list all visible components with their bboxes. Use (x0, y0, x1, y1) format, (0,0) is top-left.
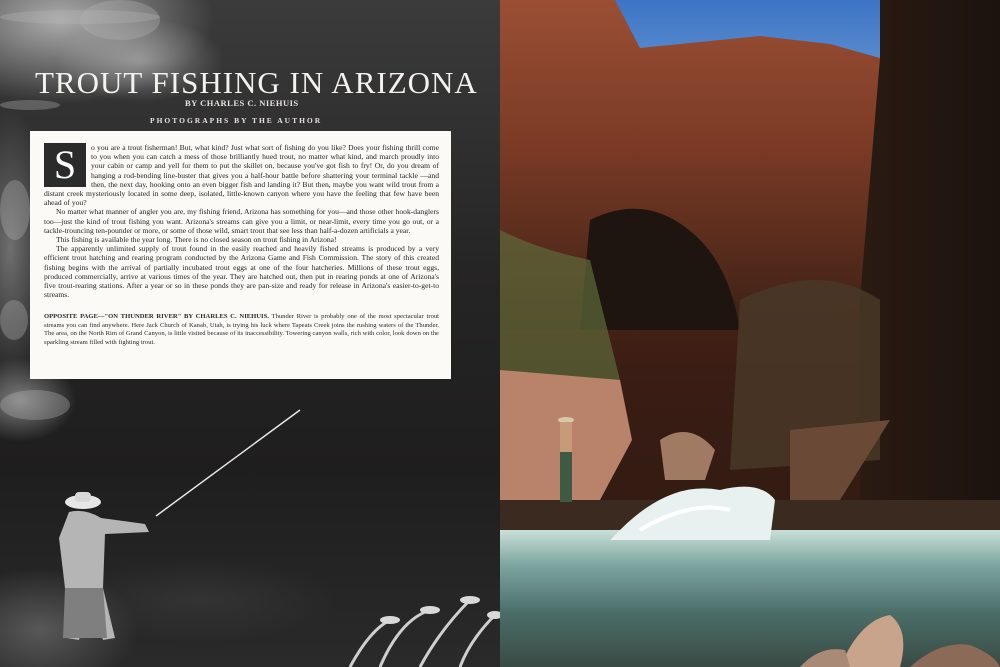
foreground-rocks (800, 600, 1000, 667)
article-paragraph: No matter what manner of angler you are, my fishing friend, Arizona has something for you—and those other hook-danglers too—just the kind of trout fishing you want. Arizona's streams can give you a limit, or near-limit, every time you go out, or a tackle-trouncing ten-pounder or more, or some of those wild, smart trout that see less than half-a-dozen artificials a year. (44, 207, 439, 235)
caption-heading: OPPOSITE PAGE—"ON THUNDER RIVER" BY CHARLES C. NIEHUIS. (44, 313, 269, 321)
angler-figure (552, 414, 582, 506)
article-byline: BY CHARLES C. NIEHUIS (185, 98, 299, 108)
rock-highlight (80, 0, 160, 40)
right-page-photo (500, 0, 1000, 667)
rock-highlight (0, 300, 28, 340)
photo-caption (44, 313, 439, 347)
article-paragraph: o you are a trout fisherman! But, what kind? Just what sort of fishing do you like? Does your fishing thrill come to you when you can catch a mess of those brilliantly hued trout, no matter what kind, and march proudly into your cabin or camp and yell for them to put the skillet on, because you've got fish to fry! Or, do you dream of hanging a rod-bending line-buster that gives you a half-hour battle before shattering your terminal tackle —and then, the next day, hooking onto an even bigger fish and landing it? But then, maybe you want wild trout from a distant creek mysteriously located in some deep, isolated, little-known canyon where you have the feeling that few have been ahead of you? (44, 143, 439, 208)
fly-rod-line (152, 408, 312, 520)
rock-highlight (0, 180, 30, 240)
photo-credit: PHOTOGRAPHS BY THE AUTHOR (150, 116, 323, 125)
article-text-box (30, 131, 451, 379)
article-paragraph: The apparently unlimited supply of trout found in the easily reached and heavily fished streams is produced by a very efficient trout hatching and rearing program conducted by the Arizona Game and Fish Commission. The story of this created fishing begins with the arrival of partially incubated trout eggs at one of the four hatcheries. Millions of these trout eggs, produced commercially, arrive at various times of the year. They are hatched out, then put in rearing ponds at one of Arizona's five trout-rearing stations. After a year or so in these ponds they are pan-size and ready for release in Arizona's easier-to-get-to streams. (44, 244, 439, 300)
foreground-plants (330, 590, 500, 667)
rock-highlight (0, 390, 70, 420)
fly-fisherman-figure (45, 488, 165, 658)
drop-cap: S (44, 143, 86, 187)
rock-highlight (0, 100, 60, 110)
waterfall-rapids (610, 460, 780, 540)
article-paragraph: This fishing is available the year long. There is no closed season on trout fishing in Arizona! (56, 235, 337, 245)
caption-body: Thunder River is probably one of the most spectacular trout streams you can find anywhere. Here Jack Church of Kanab, Utah, is trying his luck where Tapeats Creek joins the rushing waters of the Thunder. The area, on the North Rim of Grand Canyon, is little visited because of its inaccessibility. Towering canyon walls, rich with color, look down on the sparkling stream filled with fighting trout. (44, 313, 439, 346)
article-title: TROUT FISHING IN ARIZONA (35, 64, 478, 100)
